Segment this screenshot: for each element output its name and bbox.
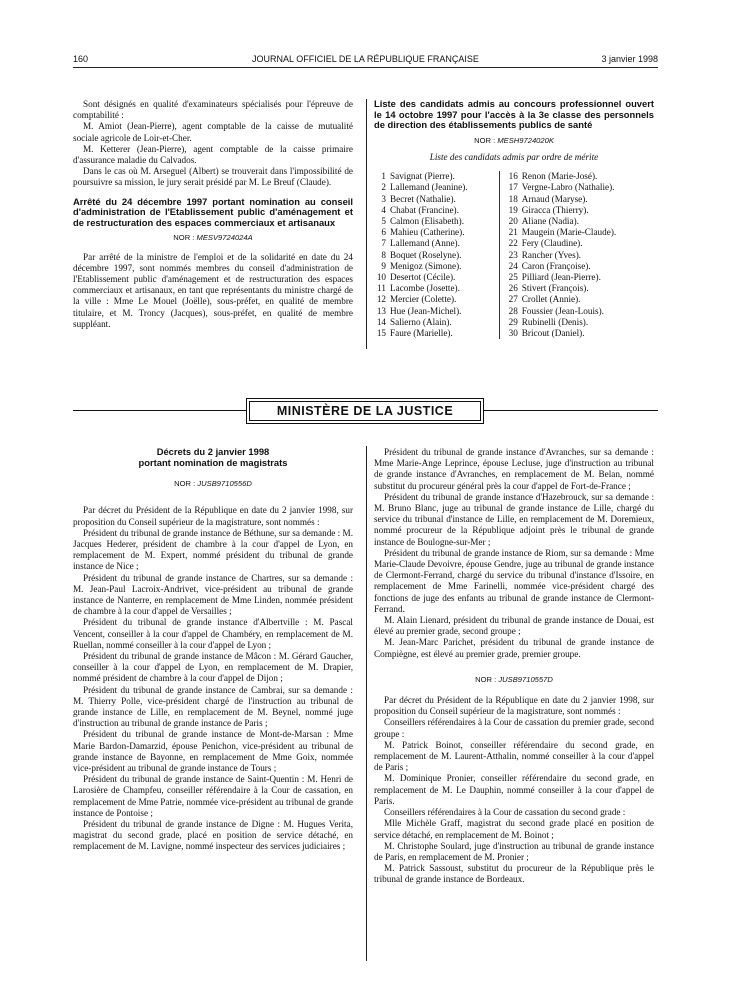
paragraph: Président du tribunal de grande instance de Mâcon : M. Gérard Gaucher, conseiller à la cour d'appel de Lyon, en remplacement de M. Drapier, nommé président de chambre à la cour d'appel de Dijon ; (73, 651, 353, 684)
candidate-rank: 5 (381, 216, 386, 226)
paragraph: Président du tribunal de grande instance de Cambrai, sur sa demande : M. Thierry Polle, vice-président chargé de l'instruction au tribunal de grande instance de Lille, en remplacement de M. Beynel, nommé juge d'instruction au tribunal de grande instance de Paris ; (73, 684, 353, 729)
candidate-rank: 23 (508, 249, 518, 260)
candidate-name: Becret (Nathalie). (390, 193, 456, 204)
candidate-rank: 13 (376, 305, 386, 316)
paragraph: Dans le cas où M. Arseguel (Albert) se trouverait dans l'impossibilité de poursuivre sa mission, le jury serait présidé par M. Le Breuf (Claude). (73, 166, 353, 188)
candidate-rank: 27 (508, 294, 518, 305)
journal-title: JOURNAL OFFICIEL DE LA RÉPUBLIQUE FRANÇAISE (252, 54, 479, 64)
page-header (73, 54, 658, 68)
paragraph: Président du tribunal de grande instance d'Albertville : M. Pascal Vencent, conseiller à la cour d'appel de Chambéry, en remplacement de M. Ruellan, nommé conseiller à la cour d'appel de Lyon ; (73, 617, 353, 650)
header-rule (73, 67, 658, 68)
candidate-row (374, 182, 654, 193)
decree-title: Décrets du 2 janvier 1998 (156, 446, 270, 457)
candidate-row (374, 250, 654, 261)
nor-line (73, 232, 353, 243)
nor-label: NOR : (475, 674, 497, 684)
candidate-row (374, 283, 654, 294)
candidate-name: Pilliard (Jean-Pierre). (521, 272, 601, 283)
candidate-name: Mahieu (Catherine). (390, 227, 465, 238)
paragraph: Sont désignés en qualité d'examinateurs spécialisés pour l'épreuve de comptabilité : (73, 99, 353, 121)
bottom-left-column (73, 447, 353, 853)
candidate-rank: 26 (508, 283, 518, 294)
paragraph: Président du tribunal de grande instance de Saint-Quentin : M. Henri de Larosière de Champfeu, conseiller référendaire à la Cour de cassation, en remplacement de Mme Patrie, nommée vice-président au tribunal de grande instance de Pontoise ; (73, 774, 353, 818)
top-left-column (73, 99, 353, 330)
candidate-rank: 22 (508, 238, 518, 249)
paragraph: Président du tribunal de grande instance de Riom, sur sa demande : Mme Marie-Claude Devoivre, épouse Gendre, juge au tribunal de grande instance de Clermont-Ferrand, chargé du service du tribunal d'instance d'Issoire, en remplacement de Mme Farinelli, nommée vice-président chargé des fonctions de juge des enfants au tribunal de grande instance de Clermont-Ferrand. (374, 547, 654, 614)
candidate-row (374, 328, 654, 339)
paragraph: Conseillers référendaires à la Cour de cassation du premier grade, second groupe : (374, 717, 654, 739)
candidate-name: Crollet (Annie). (521, 294, 581, 305)
candidate-row (374, 306, 654, 317)
paragraph: Par arrêté de la ministre de l'emploi et de la solidarité en date du 24 décembre 1997, sont nommés membres du conseil d'administration de l'Etablissement public d'aménagement et de restructuration des espaces commerciaux et artisanaux, en tant que représentants du ministre chargé de la ville : Mme Le Mouel (Joëlle), sous-préfet, en qualité de membre titulaire, et M. Troncy (Jacques), sous-préfet, en qualité de membre suppléant. (73, 251, 353, 329)
nor-line (73, 478, 353, 489)
nor-code: MESV9724024A (196, 233, 253, 243)
candidate-name: Vergne-Labro (Nathalie). (521, 182, 615, 193)
paragraph: M. Christophe Soulard, juge d'instruction au tribunal de grande instance de Paris, en remplacement de M. Pronier ; (374, 840, 654, 862)
candidate-name: Faure (Marielle). (390, 328, 453, 339)
candidate-rank: 10 (376, 272, 386, 283)
candidate-name: Lacombe (Josette). (390, 283, 460, 294)
candidate-row (374, 227, 654, 238)
candidates-table (374, 171, 654, 339)
top-right-column (374, 99, 654, 339)
candidate-rank: 30 (508, 328, 518, 339)
nor-line (374, 135, 654, 146)
column-divider (366, 99, 367, 349)
paragraph: Conseillers référendaires à la Cour de cassation du second grade : (384, 807, 626, 818)
candidate-name: Boquet (Roselyne). (390, 249, 462, 260)
paragraph: M. Patrick Sassoust, substitut du procureur de la République près le tribunal de grande instance de Bordeaux. (374, 863, 654, 885)
candidate-rank: 21 (508, 227, 518, 238)
paragraph: Mlle Michèle Graff, magistrat du second grade placé en position de service détaché, en remplacement de M. Boinot ; (374, 818, 654, 840)
candidate-rank: 12 (376, 294, 386, 305)
candidate-row (374, 294, 654, 305)
candidate-rank: 24 (508, 260, 518, 271)
candidate-name: Calmon (Elisabeth). (390, 216, 464, 226)
bottom-right-column (374, 447, 654, 886)
candidate-rank: 29 (508, 316, 518, 327)
paragraph: Président du tribunal de grande instance de Béthune, sur sa demande : M. Jacques Hederer, président de chambre à la cour d'appel de Lyon, en remplacement de M. Expert, nommé président du tribunal de grande instance de Nice ; (73, 527, 353, 572)
candidate-name: Stivert (François). (521, 283, 589, 294)
paragraph: M. Alain Lienard, président du tribunal de grande instance de Douai, est élevé au premier grade, second groupe ; (374, 615, 654, 637)
paragraph: M. Dominique Pronier, conseiller référendaire du second grade, en remplacement de M. Le Dauphin, nommé conseiller à la cour d'appel de Paris. (374, 773, 654, 806)
candidates-list-title: Liste des candidats admis au concours professionnel ouvert le 14 octobre 1997 pour l'accès à la 3e classe des personnels de direction des établissements publics de santé (374, 98, 654, 131)
candidate-name: Rancher (Yves). (521, 249, 582, 260)
candidate-rank: 4 (381, 204, 386, 215)
ministry-banner (246, 398, 484, 424)
candidate-name: Renon (Marie-José). (521, 171, 598, 182)
candidate-name: Aliane (Nadia). (521, 216, 579, 226)
candidate-name: Maugein (Marie-Claude). (521, 227, 617, 238)
candidate-rank: 14 (376, 316, 386, 327)
candidate-rank: 3 (381, 193, 386, 204)
page-number: 160 (73, 54, 89, 64)
candidate-rank: 19 (508, 204, 518, 215)
candidates-subtitle: Liste des candidats admis par ordre de mérite (429, 151, 599, 162)
candidate-rank: 18 (508, 193, 518, 204)
arrete-title: Arrêté du 24 décembre 1997 portant nomination au conseil d'administration de l'Etablissement public d'aménagement et de restructuration des espaces commerciaux et artisanaux (73, 195, 353, 228)
nor-code: JUSB9710557D (498, 674, 553, 684)
paragraph: Président du tribunal de grande instance d'Avranches, sur sa demande : Mme Marie-Ange Leprince, épouse Lecluse, juge d'instruction au tribunal de grande instance d'Avranches, en remplacement de M. Belan, nommé substitut du procureur général près la cour d'appel de Fort-de-France ; (374, 447, 654, 491)
candidate-rank: 20 (508, 216, 518, 226)
candidate-name: Desertot (Cécile). (390, 272, 456, 283)
candidate-row (374, 216, 654, 227)
banner-rule-right (484, 410, 658, 411)
paragraph: Par décret du Président de la République en date du 2 janvier 1998, sur proposition du Conseil supérieur de la magistrature, sont nommés : (374, 695, 654, 717)
paragraph: M. Jean-Marc Parichet, président du tribunal de grande instance de Compiègne, est élevé au premier grade, premier groupe. (374, 637, 654, 659)
nor-label: NOR : (474, 135, 496, 145)
candidate-row (374, 317, 654, 328)
nor-label: NOR : (174, 479, 196, 489)
candidate-name: Chabat (Francine). (390, 204, 459, 215)
nor-code: MESH9724020K (497, 135, 554, 145)
candidate-rank: 11 (377, 283, 386, 294)
candidate-name: Foussier (Jean-Louis). (521, 305, 604, 316)
candidate-rank: 2 (381, 182, 386, 193)
candidate-name: Salierno (Alain). (390, 316, 452, 327)
candidate-name: Rubinelli (Denis). (521, 316, 589, 327)
paragraph: M. Amiot (Jean-Pierre), agent comptable de la caisse de mutualité sociale agricole de Loir-et-Cher. (73, 121, 353, 143)
candidate-name: Bricout (Daniel). (521, 328, 585, 339)
decree-title: portant nomination de magistrats (138, 456, 288, 468)
candidate-name: Hue (Jean-Michel). (390, 305, 462, 316)
nor-label: NOR : (173, 233, 195, 243)
paragraph: M. Patrick Boinot, conseiller référendaire du second grade, en remplacement de M. Laurent-Atthalin, nommé conseiller à la cour d'appel de Paris ; (374, 739, 654, 773)
candidate-name: Mercier (Colette). (390, 294, 457, 305)
issue-date: 3 janvier 1998 (601, 54, 658, 64)
paragraph: Président du tribunal de grande instance de Digne : M. Hugues Verita, magistrat du second grade, placé en position de service détaché, en remplacement de M. Lavigne, nommé inspecteur des services judiciaires ; (73, 819, 353, 852)
candidate-name: Lallemand (Jeanine). (390, 182, 468, 193)
ministry-banner-label: MINISTÈRE DE LA JUSTICE (249, 401, 481, 421)
nor-line (374, 674, 654, 685)
paragraph: Président du tribunal de grande instance d'Hazebrouck, sur sa demande : M. Bruno Blanc, juge au tribunal de grande instance de Lille, chargé du service du tribunal d'instance de Lille, en remplacement de M. Doremieux, nommé procureur de la République adjoint près le tribunal de grande instance de Boulogne-sur-Mer ; (374, 491, 654, 547)
paragraph: Président du tribunal de grande instance de Chartres, sur sa demande : M. Jean-Paul Lacroix-Andrivet, vice-président au tribunal de grande instance de Nanterre, en remplacement de Mme Linden, nommée président de chambre à la cour d'appel de Versailles ; (73, 572, 353, 617)
paragraph: M. Ketterer (Jean-Pierre), agent comptable de la caisse primaire d'assurance maladie du Calvados. (73, 143, 353, 166)
candidate-name: Giracca (Thierry). (521, 204, 589, 215)
candidate-rank: 25 (508, 272, 518, 283)
candidate-rank: 7 (381, 238, 386, 249)
candidate-rank: 9 (381, 260, 386, 271)
candidate-row (374, 272, 654, 283)
candidate-name: Fery (Claudine). (521, 238, 583, 249)
candidate-rank: 17 (508, 182, 518, 193)
nor-code: JUSB9710556D (197, 479, 252, 489)
column-divider (366, 446, 367, 961)
candidate-rank: 8 (381, 249, 386, 260)
banner-rule-left (73, 410, 246, 411)
candidate-name: Menigoz (Simone). (390, 260, 462, 271)
candidate-row (374, 194, 654, 205)
paragraph: Par décret du Président de la République en date du 2 janvier 1998, sur proposition du Conseil supérieur de la magistrature, sont nommés : (73, 505, 353, 527)
candidate-rank: 28 (508, 305, 518, 316)
candidate-row (374, 205, 654, 216)
candidate-rank: 6 (381, 227, 386, 238)
candidate-row (374, 171, 654, 182)
candidate-rank: 15 (376, 328, 386, 339)
paragraph: Président du tribunal de grande instance de Mont-de-Marsan : Mme Marie Bardon-Damarzid, épouse Penichon, vice-président au tribunal de grande instance de Bayonne, en remplacement de Mme Goix, nommée vice-président au tribunal de grande instance de Tours ; (73, 729, 353, 774)
candidate-rank: 16 (508, 171, 518, 182)
candidate-rank: 1 (381, 171, 386, 182)
candidate-name: Arnaud (Maryse). (521, 193, 588, 204)
candidate-row (374, 261, 654, 272)
candidate-name: Savignat (Pierre). (390, 171, 455, 182)
candidate-row (374, 238, 654, 249)
candidate-name: Caron (Françoise). (521, 260, 591, 271)
candidate-name: Lallemand (Anne). (390, 238, 460, 249)
